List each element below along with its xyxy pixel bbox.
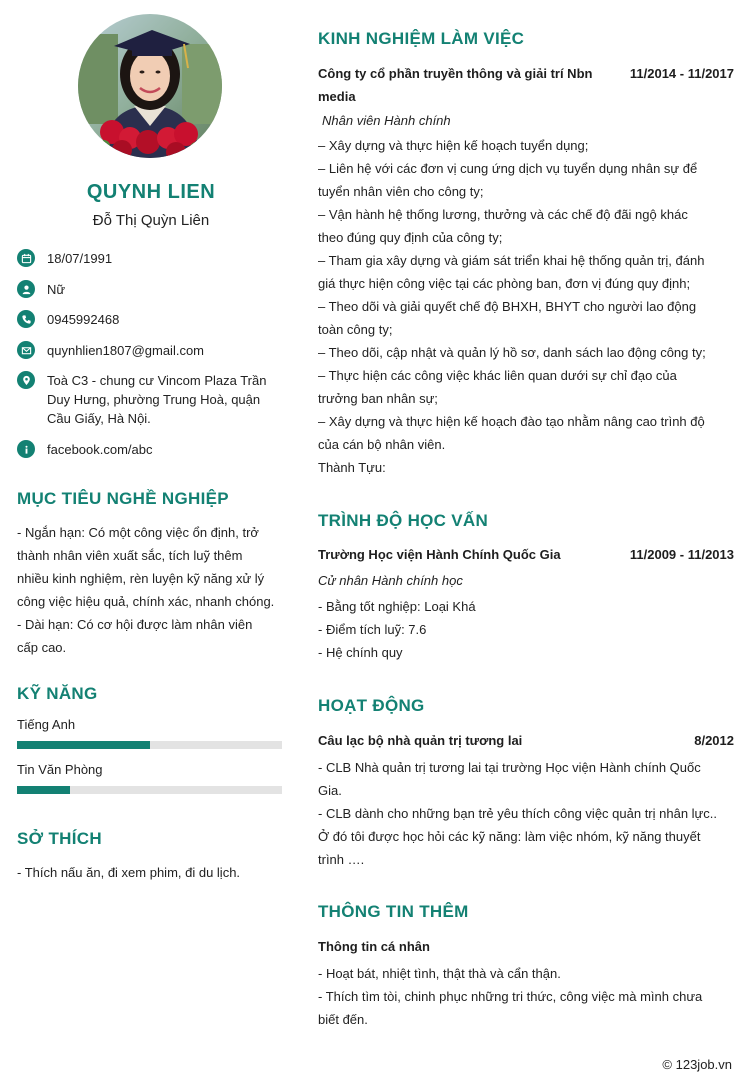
calendar-icon bbox=[17, 249, 35, 267]
skill-fill-english bbox=[17, 741, 150, 749]
contact-birthdate bbox=[17, 249, 285, 268]
objective-heading: MỤC TIÊU NGHỀ NGHIỆP bbox=[17, 489, 229, 508]
hobbies-heading: SỞ THÍCH bbox=[17, 829, 102, 848]
skill-label-english: Tiếng Anh bbox=[17, 717, 76, 732]
additional-details: - Hoạt bát, nhiệt tình, thật thà và cẩn thận. - Thích tìm tòi, chinh phục những tri thức, công việc mà mình chưa biết đến. bbox=[318, 966, 703, 1027]
education-heading: TRÌNH ĐỘ HỌC VẤN bbox=[318, 511, 489, 530]
email-text: quynhlien1807@gmail.com bbox=[47, 343, 205, 358]
education-date: 11/2009 - 11/2013 bbox=[629, 547, 734, 562]
birthdate-text: 18/07/1991 bbox=[47, 251, 113, 266]
activities-heading: HOẠT ĐỘNG bbox=[318, 696, 425, 715]
contact-facebook bbox=[17, 440, 285, 459]
copyright-text: © 123job.vn bbox=[662, 1057, 732, 1072]
profile-photo bbox=[78, 14, 222, 158]
contact-address bbox=[17, 371, 285, 428]
user-icon bbox=[17, 280, 35, 298]
skill-bar-english bbox=[17, 741, 282, 749]
profile-name: QUYNH LIEN bbox=[86, 181, 216, 203]
skill-fill-office bbox=[17, 786, 70, 794]
objective-text: - Ngắn hạn: Có một công việc ổn định, trở thành nhân viên xuất sắc, tích luỹ thêm nhiều kinh nghiệm, rèn luyện kỹ năng xử lý công việc hiệu quả, chính xác, nhanh chóng. - Dài hạn: Có cơ hội được làm nhân viên cấp cao. bbox=[17, 525, 275, 655]
gender-text: Nữ bbox=[47, 282, 66, 297]
location-icon bbox=[17, 371, 35, 389]
skills-heading: KỸ NĂNG bbox=[17, 684, 98, 703]
contact-phone bbox=[17, 310, 285, 329]
activities-date: 8/2012 bbox=[694, 733, 734, 748]
activities-org: Câu lạc bộ nhà quản trị tương lai 8/2012 bbox=[318, 729, 734, 752]
facebook-text: facebook.com/abc bbox=[47, 442, 153, 457]
additional-heading: THÔNG TIN THÊM bbox=[318, 902, 469, 921]
experience-role: Nhân viên Hành chính bbox=[322, 113, 451, 128]
address-text: Toà C3 - chung cư Vincom Plaza Trần Duy Hưng, phường Trung Hoà, quận Cầu Giấy, Hà Nội. bbox=[47, 373, 267, 426]
activities-details: - CLB Nhà quản trị tương lai tại trường Học viện Hành chính Quốc Gia. - CLB dành cho những bạn trẻ yêu thích công việc quản trị nhân lực.. Ở đó tôi được học hỏi các kỹ năng: làm việc nhóm, kỹ năng thuyết trình …. bbox=[318, 760, 717, 867]
profile-full-name: Đỗ Thị Quỳn Liên bbox=[92, 212, 210, 229]
contact-gender bbox=[17, 280, 285, 299]
experience-date: 11/2014 - 11/2017 bbox=[629, 66, 734, 81]
experience-heading: KINH NGHIỆM LÀM VIỆC bbox=[318, 29, 525, 48]
avatar bbox=[78, 14, 222, 158]
skill-bar-office bbox=[17, 786, 282, 794]
experience-duties: – Xây dựng và thực hiện kế hoạch tuyển dụng; – Liên hệ với các đơn vị cung ứng dịch vụ tuyển dụng nhân sự để tuyển nhân viên cho công ty; – Vận hành hệ thống lương, thưởng và các chế độ đãi ngộ khác theo đúng quy định của công ty; – Tham gia xây dựng và giám sát triển khai hệ thống quản trị, đánh giá thực hiện công việc tại các phòng ban, đơn vị đúng quy định; – Theo dõi và giải quyết chế độ BHXH, BHYT cho người lao động toàn công ty; – Theo dõi, cập nhật và quản lý hồ sơ, danh sách lao động công ty; – Thực hiện các công việc khác liên quan dưới sự chỉ đạo của trưởng ban nhân sự; – Xây dựng và thực hiện kế hoạch đào tạo nhằm nâng cao trình độ của cán bộ nhân viên. Thành Tựu: bbox=[318, 138, 706, 475]
education-degree: Cử nhân Hành chính học bbox=[318, 573, 463, 588]
contact-email bbox=[17, 341, 285, 360]
additional-subtitle: Thông tin cá nhân bbox=[318, 939, 430, 954]
experience-company: Công ty cổ phần truyền thông và giải trí Nbn media 11/2014 - 11/2017 bbox=[318, 62, 734, 108]
skill-label-office: Tin Văn Phòng bbox=[17, 762, 103, 777]
info-icon bbox=[17, 440, 35, 458]
phone-icon bbox=[17, 310, 35, 328]
phone-text: 0945992468 bbox=[47, 312, 120, 327]
hobbies-text: - Thích nấu ăn, đi xem phim, đi du lịch. bbox=[17, 865, 241, 880]
education-details: - Bằng tốt nghiệp: Loại Khá - Điểm tích luỹ: 7.6 - Hệ chính quy bbox=[318, 599, 476, 660]
email-icon bbox=[17, 341, 35, 359]
education-school: Trường Học viện Hành Chính Quốc Gia 11/2009 - 11/2013 bbox=[318, 543, 734, 566]
